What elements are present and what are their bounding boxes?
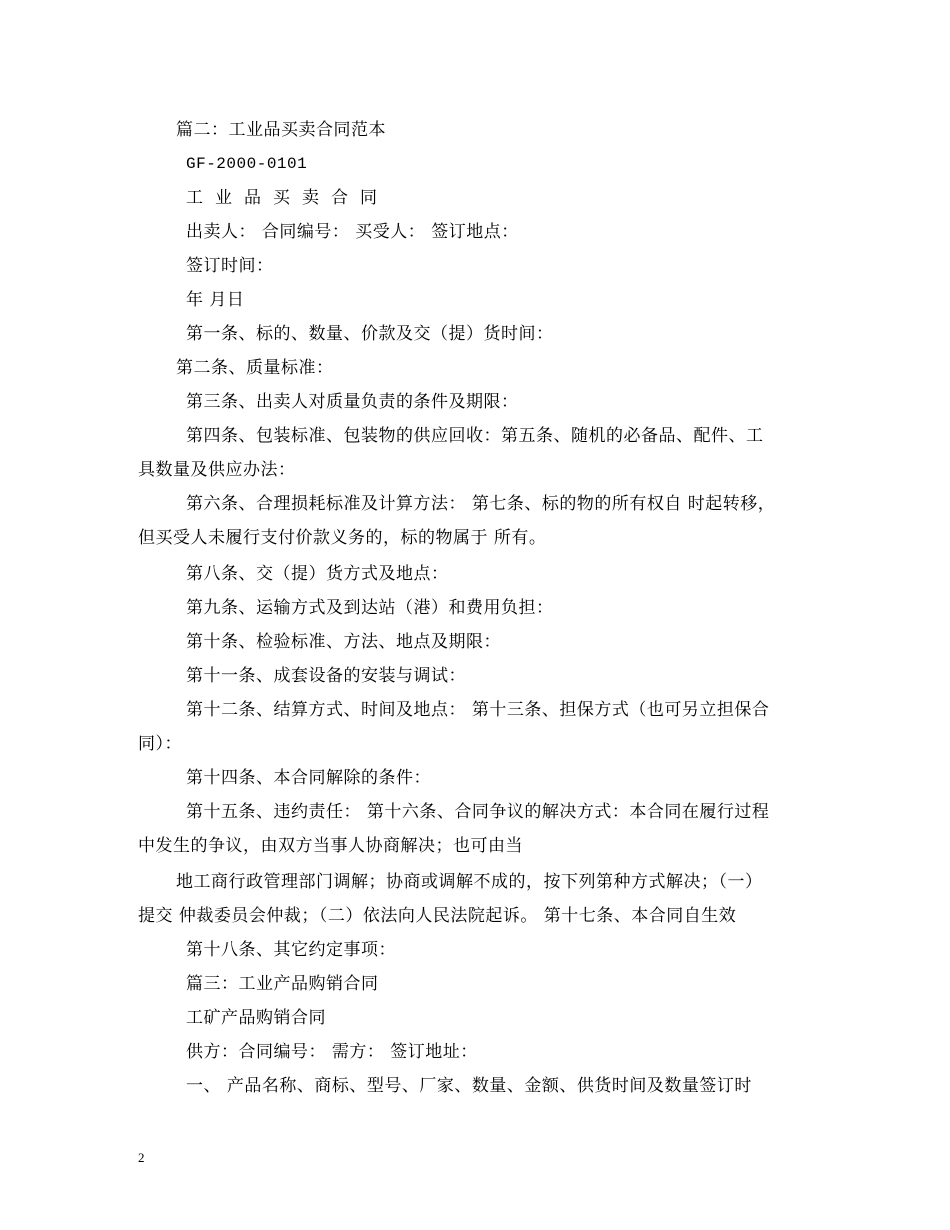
- contract-code: GF-2000-0101: [186, 155, 308, 173]
- article-8: 第八条、交（提）货方式及地点：: [186, 564, 449, 584]
- article-14: 第十四条、本合同解除的条件：: [186, 768, 431, 788]
- signing-time-label: 签订时间：: [186, 256, 274, 276]
- contract-subtitle: 工矿产品购销合同: [186, 1008, 326, 1028]
- section-heading-3: 篇三：工业产品购销合同: [186, 974, 379, 994]
- article-15-16: 第十五条、违约责任： 第十六条、合同争议的解决方式：本合同在履行过程: [186, 802, 770, 822]
- article-11: 第十一条、成套设备的安装与调试：: [186, 666, 466, 686]
- article-12-13: 第十二条、结算方式、时间及地点： 第十三条、担保方式（也可另立担保合: [186, 700, 770, 720]
- section-heading-2: 篇二：工业品买卖合同范本: [176, 120, 386, 140]
- page-number: 2: [138, 1150, 145, 1165]
- contract-title: 工业品买卖合同: [186, 188, 389, 208]
- article-5-continued: 具数量及供应办法：: [138, 460, 296, 480]
- item-1-line: 一、 产品名称、商标、型号、厂家、数量、金额、供货时间及数量签订时: [186, 1076, 752, 1096]
- article-4-5: 第四条、包装标准、包装物的供应回收：第五条、随机的必备品、配件、工: [186, 426, 764, 446]
- article-18: 第十八条、其它约定事项：: [186, 940, 396, 960]
- article-3: 第三条、出卖人对质量负责的条件及期限：: [186, 392, 519, 412]
- article-2: 第二条、质量标准：: [176, 358, 334, 378]
- supplier-buyer-line: 供方：合同编号： 需方： 签订地址：: [186, 1042, 478, 1062]
- article-6-7: 第六条、合理损耗标准及计算方法： 第七条、标的物的所有权自 时起转移，: [186, 494, 776, 514]
- article-1: 第一条、标的、数量、价款及交（提）货时间：: [186, 324, 554, 344]
- article-7-continued: 但买受人未履行支付价款义务的，标的物属于 所有。: [138, 528, 547, 548]
- parties-line: 出卖人： 合同编号： 买受人： 签订地点：: [186, 222, 519, 242]
- dispute-resolution-line: 地工商行政管理部门调解；协商或调解不成的，按下列第种方式解决；（一）: [176, 872, 763, 892]
- article-16-continued: 中发生的争议，由双方当事人协商解决；也可由当: [138, 836, 523, 856]
- article-13-continued: 同）：: [138, 734, 182, 754]
- article-10: 第十条、检验标准、方法、地点及期限：: [186, 632, 501, 652]
- article-9: 第九条、运输方式及到达站（港）和费用负担：: [186, 598, 554, 618]
- arbitration-line: 提交 仲裁委员会仲裁；（二）依法向人民法院起诉。 第十七条、本合同自生效: [138, 906, 737, 926]
- date-placeholder: 年 月日: [186, 290, 245, 310]
